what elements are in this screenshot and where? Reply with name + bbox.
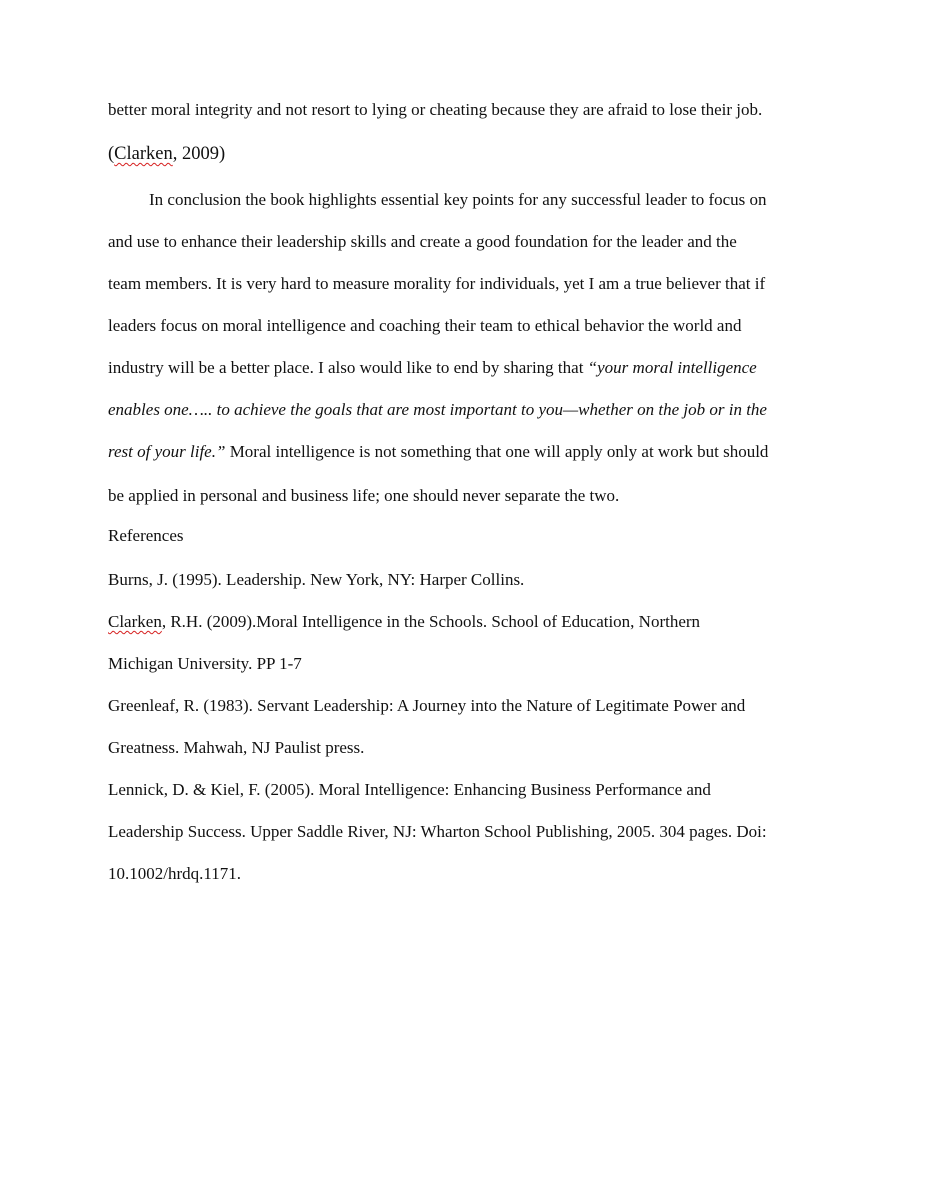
paragraph-line: better moral integrity and not resort to lying or cheating because they are afraid to lose their job. (108, 100, 763, 119)
reference-entry-continued: Leadership Success. Upper Saddle River, NJ: Wharton School Publishing, 2005. 304 pages. Doi: (108, 822, 767, 841)
misspelled-word[interactable]: Clarken (108, 612, 162, 631)
quote-text: “your moral intelligence (587, 358, 757, 377)
citation-line (108, 144, 225, 164)
paragraph-line (108, 442, 768, 462)
line-text: Moral intelligence is not something that one will apply only at work but should (225, 442, 769, 461)
citation-open-paren: ( (108, 144, 115, 164)
reference-entry: Greenleaf, R. (1983). Servant Leadership: A Journey into the Nature of Legitimate Power and (108, 696, 746, 715)
reference-text: , R.H. (2009).Moral Intelligence in the Schools. School of Education, Northern (161, 612, 701, 631)
paragraph-line: In conclusion the book highlights essential key points for any successful leader to focus on (149, 190, 767, 209)
reference-entry: Lennick, D. & Kiel, F. (2005). Moral Intelligence: Enhancing Business Performance and (108, 780, 711, 799)
reference-entry: Burns, J. (1995). Leadership. New York, NY: Harper Collins. (108, 570, 525, 589)
line-text: industry will be a better place. I also would like to end by sharing that (108, 358, 588, 377)
paragraph-line (108, 400, 767, 420)
quote-text: enables one….. to achieve the goals that are most important to you—whether on the job or in the (108, 400, 767, 419)
reference-entry (108, 612, 700, 632)
paragraph-line: leaders focus on moral intelligence and coaching their team to ethical behavior the world and (108, 316, 742, 335)
reference-entry-continued: Michigan University. PP 1-7 (108, 654, 302, 673)
citation-year: , 2009) (172, 144, 226, 164)
paragraph-line (108, 358, 757, 378)
misspelled-word[interactable]: Clarken (114, 144, 173, 164)
paragraph-line: team members. It is very hard to measure morality for individuals, yet I am a true believer that if (108, 274, 766, 293)
reference-entry-continued: Greatness. Mahwah, NJ Paulist press. (108, 738, 365, 757)
paragraph-line: be applied in personal and business life; one should never separate the two. (108, 486, 620, 505)
references-heading: References (108, 526, 184, 545)
quote-text: rest of your life.” (108, 442, 226, 461)
reference-entry-continued: 10.1002/hrdq.1171. (108, 864, 242, 883)
paragraph-line: and use to enhance their leadership skills and create a good foundation for the leader and the (108, 232, 737, 251)
